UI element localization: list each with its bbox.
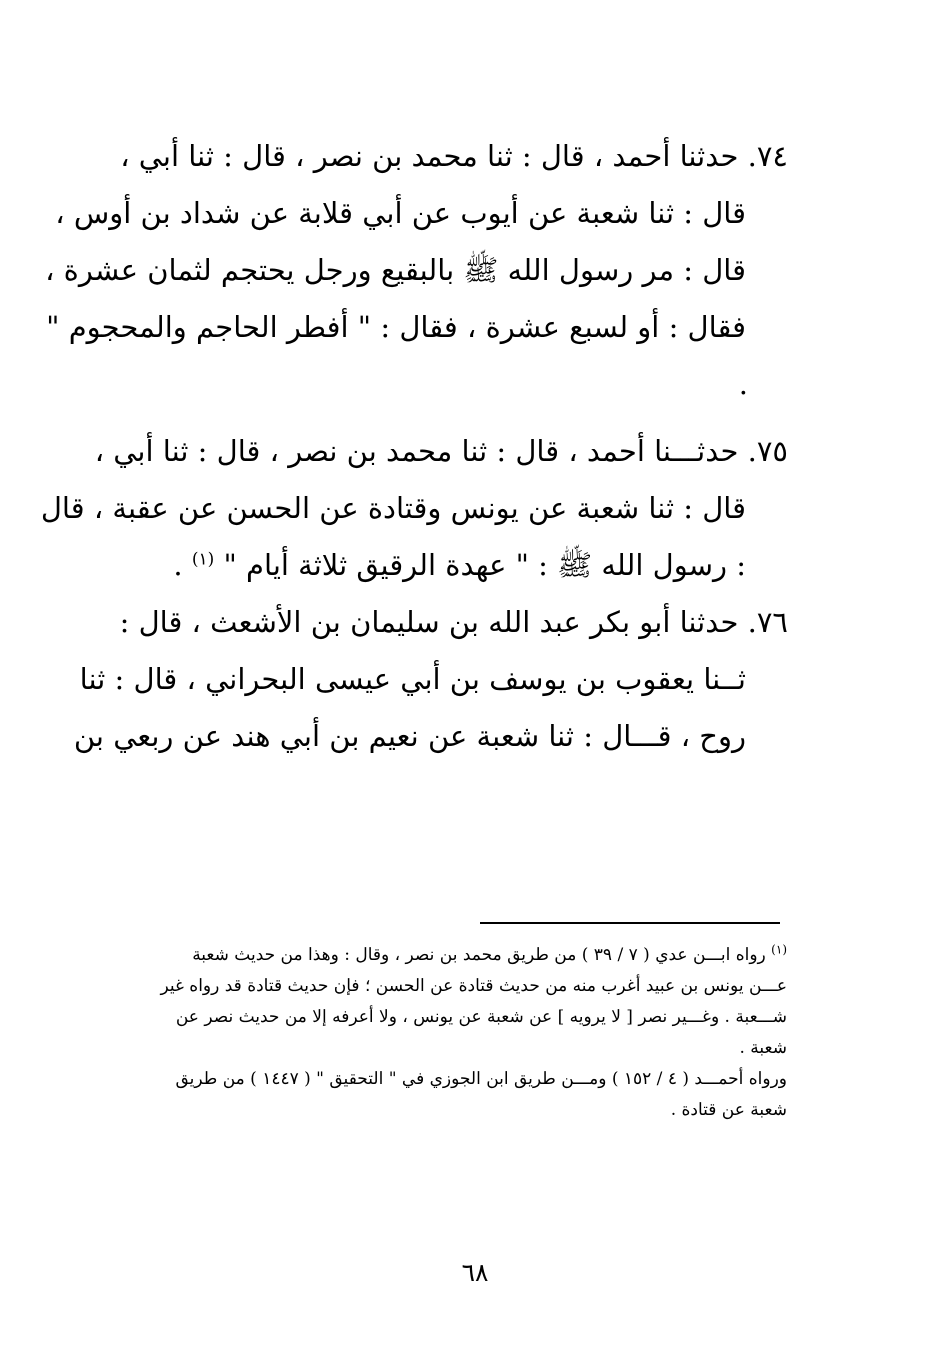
footnote-line [132,940,787,971]
footnote-text: رواه ابـــن عدي ( ٧ / ٣٩ ) من طريق محمد بن نصر ، وقال : وهذا من حديث شعبة [192,945,766,965]
footnote-line: عـــن يونس بن عبيد أغرب منه من حديث قتادة عن الحسن ؛ فإن حديث قتادة قد رواه غير [160,976,787,996]
text-line: . [738,367,748,401]
hadith-76 [73,594,788,765]
page-number: ٦٨ [461,1258,489,1287]
footnote-number: (١) [771,942,787,957]
hadith-74 [45,128,788,413]
text-line: قال : ثنا شعبة عن يونس وقتادة عن الحسن عن عقبة ، قال [40,491,746,525]
text-line: قال : ثنا شعبة عن أيوب عن أبي قلابة عن شداد بن أوس ، [55,196,746,230]
footnote-reference[interactable]: (١) [191,549,215,570]
hadith-75 [40,423,788,594]
footnote-line: شعبة . [739,1038,787,1058]
text-line: ٧٤. حدثنا أحمد ، قال : ثنا محمد بن نصر ، قال : ثنا أبي ، [120,139,788,173]
footnote-line: ورواه أحمـــد ( ٤ / ١٥٢ ) ومـــن طريق ابن الجوزي في " التحقيق " ( ١٤٤٧ ) من طريق [175,1069,787,1089]
text-line [128,537,788,594]
text-line: روح ، قـــال : ثنا شعبة عن نعيم بن أبي هند عن ربعي بن [73,719,746,753]
footnote-divider [480,922,780,924]
text-line: ثــنا يعقوب بن يوسف بن أبي عيسى البحراني ، قال : ثنا [79,662,746,696]
text-segment: : رسول الله ﷺ : " عهدة الرقيق ثلاثة أيام " [223,548,746,582]
text-line: قال : مر رسول الله ﷺ بالبقيع ورجل يحتجم لثمان عشرة ، [45,253,746,287]
footnote-1-continued [132,1064,787,1126]
main-text [40,128,788,765]
footnote-line: شـــعبة . وغـــير نصر [ لا يرويه ] عن شعبة عن يونس ، ولا أعرفه إلا من حديث نصر عن [175,1007,787,1027]
text-segment: . [173,548,183,582]
text-line: فقال : أو لسبع عشرة ، فقال : " أفطر الحاجم والمحجوم " [46,310,746,344]
footnote-line: شعبة عن قتادة . [670,1100,787,1120]
footnotes [132,940,787,1126]
text-line: ٧٥. حدثـــنا أحمد ، قال : ثنا محمد بن نصر ، قال : ثنا أبي ، [94,434,788,468]
footnote-1 [132,940,787,1064]
text-line: ٧٦. حدثنا أبو بكر عبد الله بن سليمان بن الأشعث ، قال : [119,605,788,639]
